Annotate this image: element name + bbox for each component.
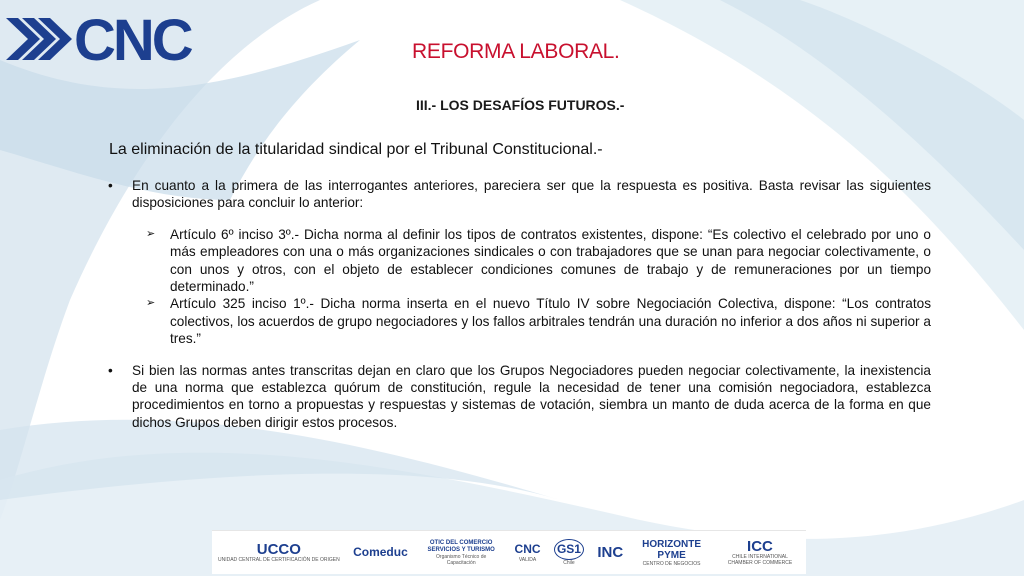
section-subtitle: III.- LOS DESAFÍOS FUTUROS.-	[416, 97, 625, 113]
bullet-text: En cuanto a la primera de las interrogantes anteriores, pareciera ser que la respuesta es positiva. Basta revisar las siguientes disposiciones para concluir lo anterior:	[132, 178, 931, 211]
cnc-logo	[6, 8, 246, 70]
section-heading: La eliminación de la titularidad sindical por el Tribunal Constitucional.-	[109, 141, 603, 158]
logo-text: CNC	[74, 8, 191, 70]
partner-logos-bar	[212, 530, 806, 574]
bullet-marker: •	[108, 362, 113, 378]
inc-logo: INC	[597, 544, 624, 561]
sub-item	[146, 226, 931, 296]
arrow-bullet-icon: ➢	[146, 297, 156, 310]
ucco-logo: UCCO UNIDAD CENTRAL DE CERTIFICACIÓN DE ORIGEN	[218, 541, 340, 563]
bullet-text: Si bien las normas antes transcritas dejan en claro que los Grupos Negociadores pueden negociar colectivamente, la inexistencia de una norma que establezca quórum de constitución, regule la necesidad de tener una comisión negociadora, establezca procedimientos en torno a propuestas y respuestas y sistemas de votación, siembra un manto de duda acerca de la forma en que dichos Grupos deben dirigir estos procesos.	[132, 362, 931, 430]
cnc-valida-logo: CNC VALIDA	[514, 542, 541, 563]
bullet-marker: •	[108, 178, 113, 193]
comeduc-logo: Comeduc	[353, 545, 408, 559]
arrow-bullet-icon: ➢	[146, 227, 156, 240]
bullet-item	[108, 177, 931, 212]
page-title: REFORMA LABORAL.	[412, 40, 620, 63]
sub-item-text: Artículo 6º inciso 3º.- Dicha norma al definir los tipos de contratos existentes, dispone: “Es colectivo el celebrado por uno o más empleadores con una o más organizaciones sindicales o con trabajadores que se unan para negociar colectivamente, o con unos y otros, con el objeto de establecer condiciones comunes de trabajo y de remuneraciones por un tiempo determinado.”	[170, 226, 931, 295]
sub-item-text: Artículo 325 inciso 1º.- Dicha norma inserta en el nuevo Título IV sobre Negociación Colectiva, dispone: “Los contratos colectivos, los acuerdos de grupo negociadores y los fallos arbitrales tendrán una duración no inferior a dos años ni superior a tres.”	[170, 296, 931, 347]
gs1-logo: GS1 Chile	[554, 539, 584, 566]
icc-logo: ICC CHILE INTERNATIONAL CHAMBER OF COMMERCE	[727, 538, 793, 566]
sub-item	[146, 295, 931, 347]
slide-body	[108, 177, 931, 431]
horizonte-pyme-logo: HORIZONTE PYME CENTRO DE NEGOCIOS	[642, 538, 702, 567]
otic-logo: OTIC DEL COMERCIO SERVICIOS Y TURISMO Organismo Técnico de Capacitación	[427, 539, 495, 566]
bullet-item	[108, 362, 931, 432]
